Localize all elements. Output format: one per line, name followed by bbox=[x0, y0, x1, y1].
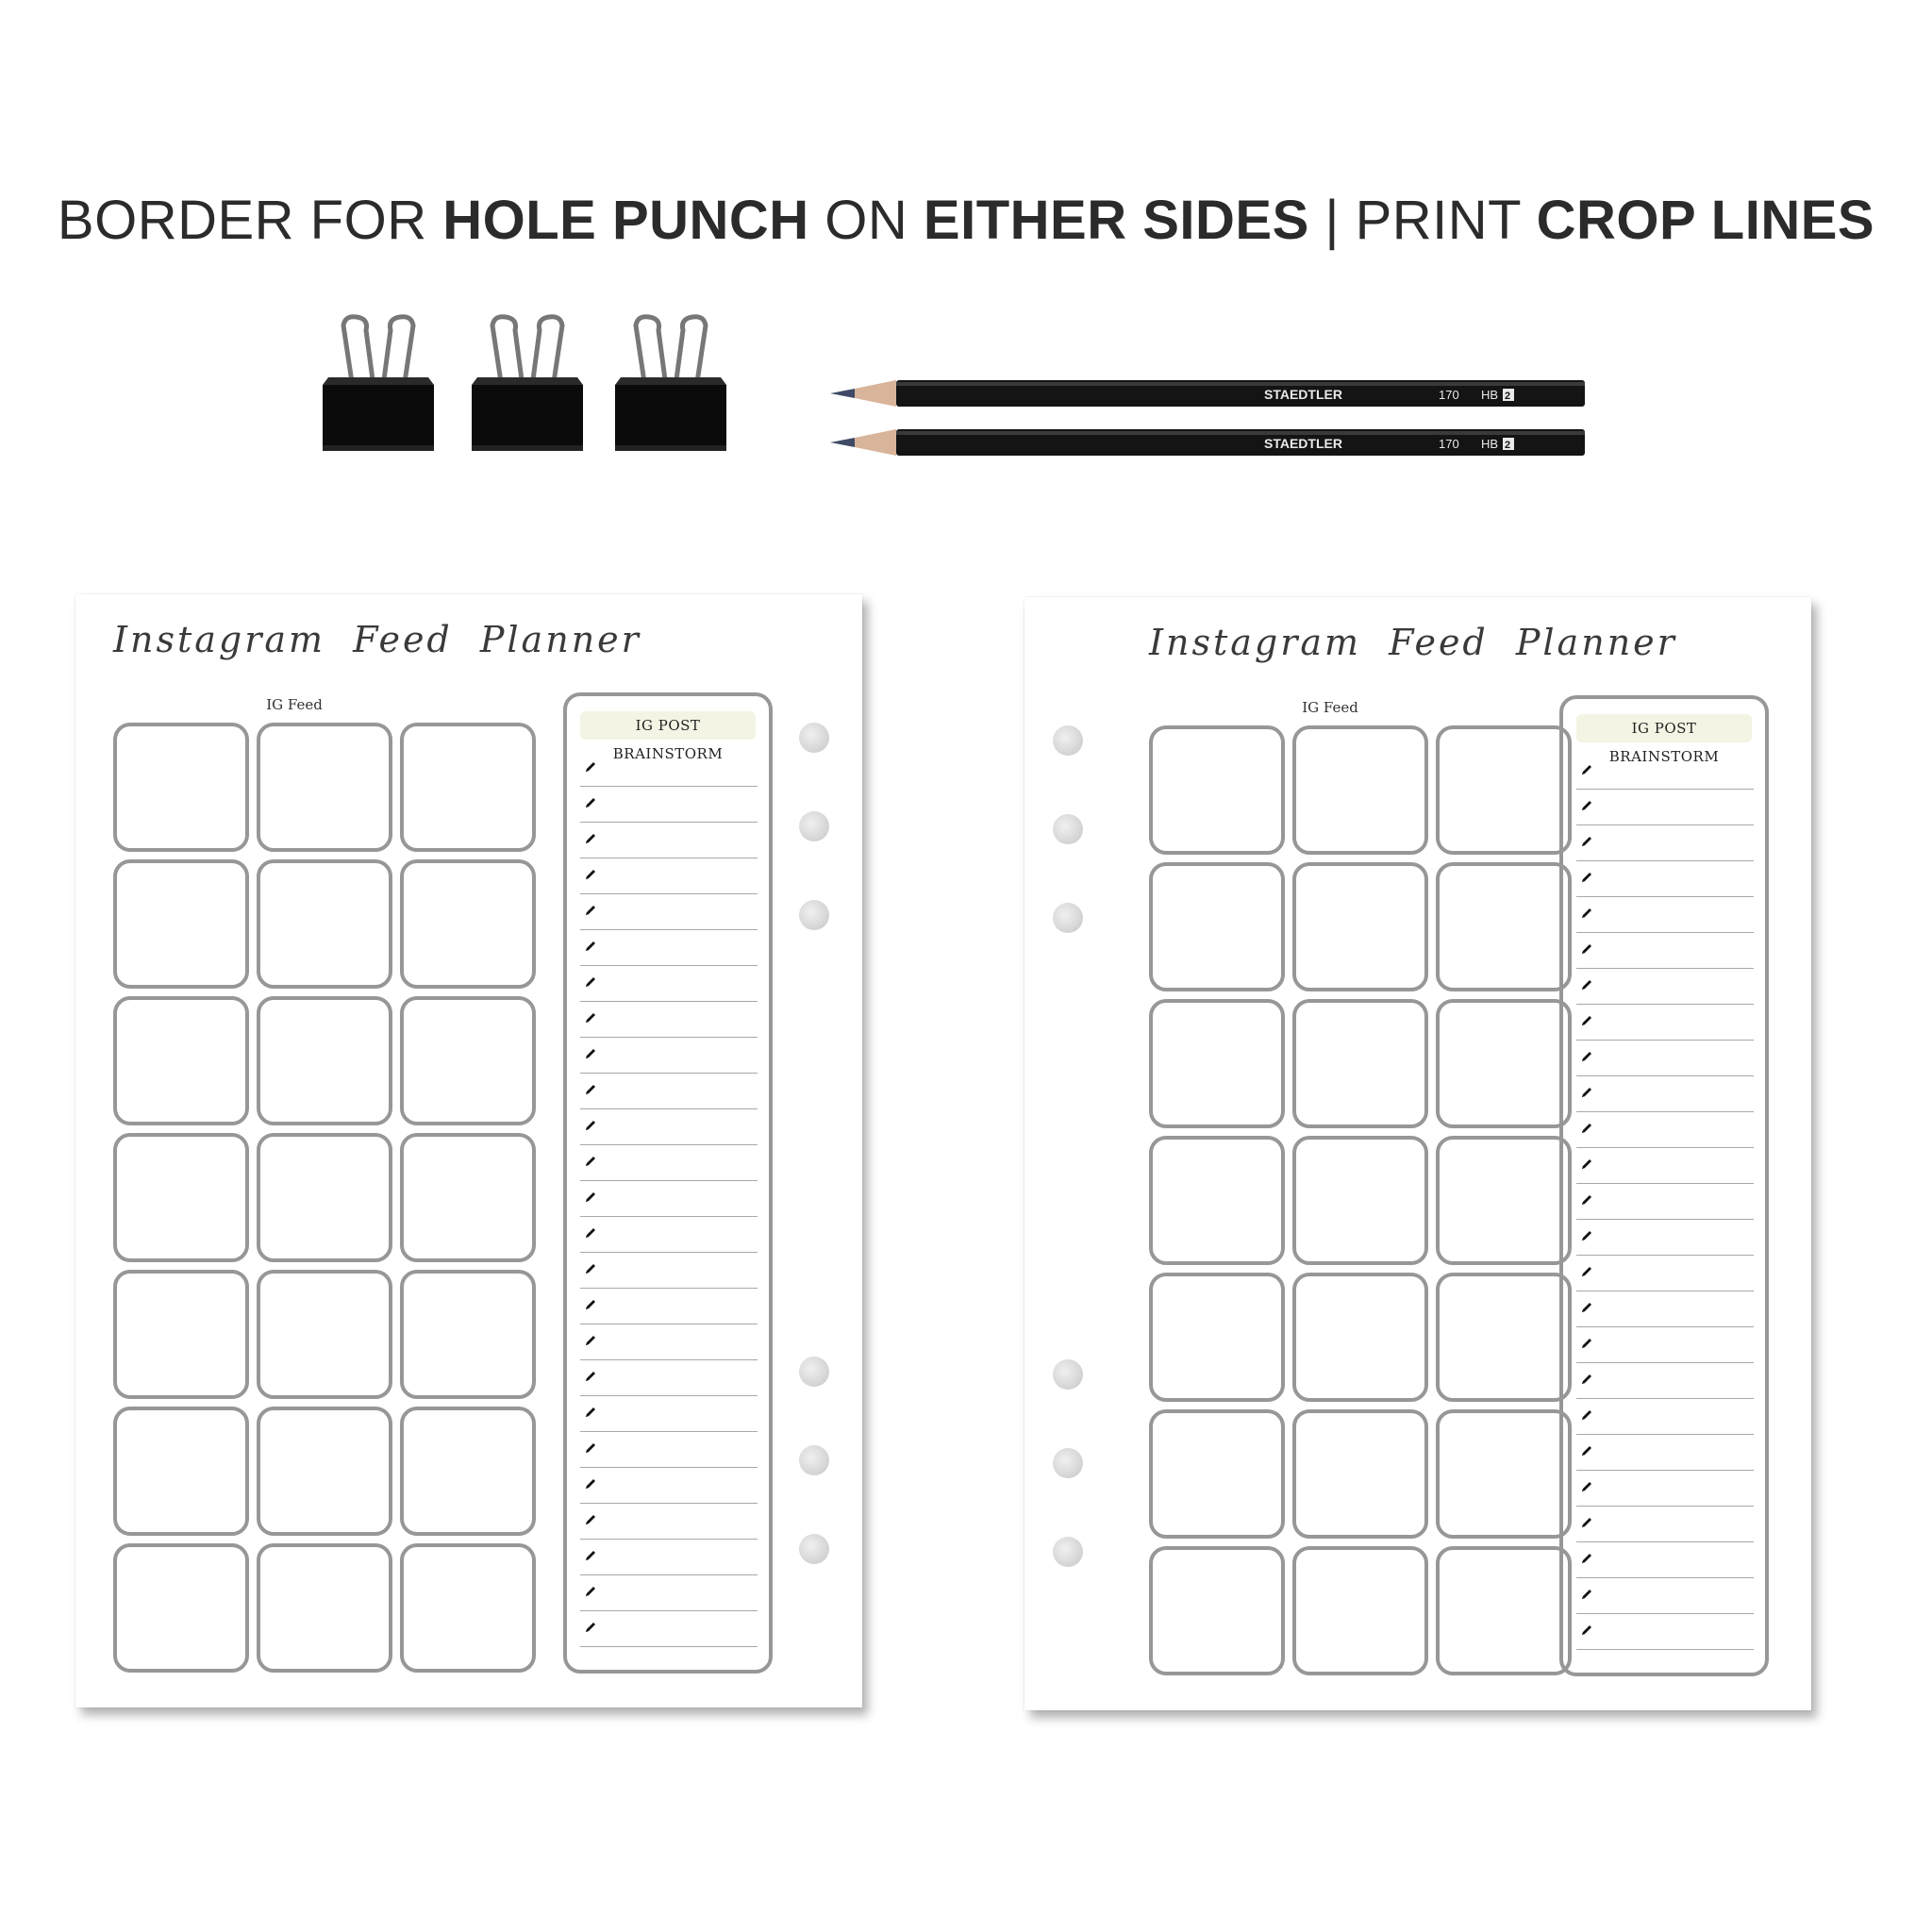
brainstorm-lines bbox=[1576, 754, 1754, 1650]
punch-hole bbox=[1053, 1448, 1083, 1478]
punch-hole bbox=[1053, 903, 1083, 933]
pencil-bullet-icon bbox=[584, 1155, 597, 1168]
brainstorm-line[interactable] bbox=[1576, 1256, 1754, 1291]
sheet-title: Instagram Feed Planner bbox=[113, 619, 641, 660]
feed-post-box[interactable] bbox=[257, 1270, 392, 1399]
pencil-bullet-icon bbox=[584, 1047, 597, 1060]
brainstorm-line[interactable] bbox=[580, 930, 758, 966]
pencil-bullet-icon bbox=[584, 1334, 597, 1347]
brainstorm-line[interactable] bbox=[580, 1038, 758, 1074]
brainstorm-line[interactable] bbox=[580, 823, 758, 858]
pencil-bullet-icon bbox=[1580, 1444, 1593, 1457]
brainstorm-line[interactable] bbox=[580, 787, 758, 823]
pencil-brand: STAEDTLER bbox=[1264, 436, 1342, 451]
punch-hole bbox=[799, 1534, 829, 1564]
brainstorm-line[interactable] bbox=[580, 1253, 758, 1289]
pencil-bullet-icon bbox=[584, 1621, 597, 1634]
pencil-bullet-icon bbox=[1580, 763, 1593, 776]
feed-label: IG Feed bbox=[1302, 699, 1358, 716]
feed-post-box[interactable] bbox=[400, 996, 536, 1125]
feed-post-box[interactable] bbox=[1436, 725, 1572, 855]
feed-post-box[interactable] bbox=[113, 859, 249, 989]
pencil-bullet-icon bbox=[1580, 835, 1593, 848]
brainstorm-line[interactable] bbox=[1576, 825, 1754, 861]
binder-clip-icon bbox=[609, 311, 732, 462]
punch-hole bbox=[799, 1445, 829, 1475]
brainstorm-line[interactable] bbox=[580, 1324, 758, 1360]
brainstorm-title: IG POST BRAINSTORM bbox=[1576, 714, 1752, 742]
brainstorm-line[interactable] bbox=[580, 1611, 758, 1647]
brainstorm-line[interactable] bbox=[1576, 933, 1754, 969]
pencil-bullet-icon bbox=[584, 796, 597, 809]
brainstorm-line[interactable] bbox=[1576, 1076, 1754, 1112]
feed-post-box[interactable] bbox=[1436, 1409, 1572, 1539]
feed-post-box[interactable] bbox=[1436, 1136, 1572, 1265]
brainstorm-line[interactable] bbox=[580, 1575, 758, 1611]
pencil-icon bbox=[830, 426, 1585, 458]
punch-hole bbox=[799, 900, 829, 930]
brainstorm-line[interactable] bbox=[1576, 897, 1754, 933]
pencil-bullet-icon bbox=[1580, 1158, 1593, 1171]
binder-clip-icon bbox=[466, 311, 589, 462]
binder-clip-icon bbox=[317, 311, 440, 462]
feed-post-box[interactable] bbox=[1292, 999, 1428, 1128]
brainstorm-line[interactable] bbox=[580, 966, 758, 1002]
feed-post-box[interactable] bbox=[1149, 862, 1285, 991]
pencil-bullet-icon bbox=[584, 1513, 597, 1526]
brainstorm-line[interactable] bbox=[1576, 1399, 1754, 1435]
headline-part-2: ON bbox=[808, 190, 924, 251]
sheet-title: Instagram Feed Planner bbox=[1149, 622, 1677, 663]
pencil-bullet-icon bbox=[584, 1406, 597, 1419]
feed-post-box[interactable] bbox=[257, 1543, 392, 1673]
pencil-bullet-icon bbox=[1580, 1373, 1593, 1386]
pencil-bullet-icon bbox=[1580, 871, 1593, 884]
brainstorm-line[interactable] bbox=[580, 1002, 758, 1038]
pencil-bullet-icon bbox=[584, 904, 597, 917]
brainstorm-panel bbox=[563, 692, 773, 1674]
headline-bold-hole-punch: HOLE PUNCH bbox=[442, 190, 809, 251]
brainstorm-line[interactable] bbox=[580, 1396, 758, 1432]
feed-post-box[interactable] bbox=[113, 1270, 249, 1399]
brainstorm-line[interactable] bbox=[580, 894, 758, 930]
feed-post-box[interactable] bbox=[257, 723, 392, 852]
brainstorm-line[interactable] bbox=[580, 1145, 758, 1181]
pencil-icon bbox=[830, 377, 1585, 409]
feed-post-box[interactable] bbox=[113, 1133, 249, 1262]
punch-hole bbox=[1053, 814, 1083, 844]
feed-post-box[interactable] bbox=[1292, 1136, 1428, 1265]
pencil-grade-num: 2 bbox=[1505, 391, 1511, 402]
brainstorm-lines bbox=[580, 751, 758, 1647]
feed-post-box[interactable] bbox=[1292, 862, 1428, 991]
brainstorm-line[interactable] bbox=[580, 1217, 758, 1253]
brainstorm-line[interactable] bbox=[1576, 1148, 1754, 1184]
pencil-bullet-icon bbox=[1580, 1193, 1593, 1207]
punch-hole bbox=[799, 723, 829, 753]
pencil-bullet-icon bbox=[1580, 1050, 1593, 1063]
pencil-bullet-icon bbox=[1580, 1014, 1593, 1027]
feed-post-box[interactable] bbox=[1292, 1409, 1428, 1539]
brainstorm-line[interactable] bbox=[580, 1074, 758, 1109]
planner-sheet-right bbox=[1024, 597, 1811, 1710]
brainstorm-line[interactable] bbox=[1576, 1327, 1754, 1363]
brainstorm-line[interactable] bbox=[1576, 754, 1754, 790]
pencil-bullet-icon bbox=[1580, 1086, 1593, 1099]
brainstorm-line[interactable] bbox=[1576, 1184, 1754, 1220]
punch-hole bbox=[799, 811, 829, 841]
pencil-bullet-icon bbox=[1580, 1624, 1593, 1637]
pencil-bullet-icon bbox=[1580, 1337, 1593, 1350]
feed-post-box[interactable] bbox=[113, 1543, 249, 1673]
headline bbox=[0, 189, 1932, 252]
brainstorm-line[interactable] bbox=[1576, 1507, 1754, 1542]
feed-post-box[interactable] bbox=[1436, 1273, 1572, 1402]
feed-grid bbox=[113, 723, 536, 1673]
feed-post-box[interactable] bbox=[1149, 999, 1285, 1128]
pencil-bullet-icon bbox=[1580, 1552, 1593, 1565]
headline-part-1: BORDER FOR bbox=[57, 190, 443, 251]
pencil-bullet-icon bbox=[584, 1083, 597, 1096]
pencil-bullet-icon bbox=[1580, 907, 1593, 920]
feed-post-box[interactable] bbox=[257, 996, 392, 1125]
feed-post-box[interactable] bbox=[1149, 725, 1285, 855]
headline-bold-crop-lines: CROP LINES bbox=[1536, 190, 1875, 251]
pencil-bullet-icon bbox=[584, 940, 597, 953]
pencil-bullet-icon bbox=[584, 1585, 597, 1598]
brainstorm-line[interactable] bbox=[1576, 1363, 1754, 1399]
feed-post-box[interactable] bbox=[1149, 1409, 1285, 1539]
pencil-bullet-icon bbox=[584, 1298, 597, 1311]
punch-hole bbox=[1053, 725, 1083, 756]
feed-post-box[interactable] bbox=[400, 1407, 536, 1536]
brainstorm-line[interactable] bbox=[1576, 1614, 1754, 1650]
feed-post-box[interactable] bbox=[1292, 1546, 1428, 1675]
brainstorm-line[interactable] bbox=[580, 1468, 758, 1504]
brainstorm-title: IG POST BRAINSTORM bbox=[580, 711, 756, 740]
pencil-bullet-icon bbox=[584, 1011, 597, 1024]
pencil-bullet-icon bbox=[584, 1226, 597, 1240]
punch-hole bbox=[799, 1357, 829, 1387]
pencil-model: 170 bbox=[1439, 388, 1459, 402]
feed-post-box[interactable] bbox=[400, 859, 536, 989]
pencil-grade-num: 2 bbox=[1505, 440, 1511, 451]
pencil-bullet-icon bbox=[584, 832, 597, 845]
headline-part-3: | PRINT bbox=[1308, 190, 1537, 251]
brainstorm-panel bbox=[1559, 695, 1769, 1676]
pencil-bullet-icon bbox=[1580, 1122, 1593, 1135]
pencil-bullet-icon bbox=[584, 1119, 597, 1132]
feed-post-box[interactable] bbox=[1149, 1546, 1285, 1675]
feed-post-box[interactable] bbox=[400, 723, 536, 852]
planner-sheet-left bbox=[75, 594, 862, 1707]
pencil-bullet-icon bbox=[1580, 1588, 1593, 1601]
feed-post-box[interactable] bbox=[113, 1407, 249, 1536]
pencil-bullet-icon bbox=[1580, 1408, 1593, 1422]
feed-post-box[interactable] bbox=[1292, 1273, 1428, 1402]
brainstorm-line[interactable] bbox=[1576, 1578, 1754, 1614]
pencil-bullet-icon bbox=[1580, 1516, 1593, 1529]
pencil-bullet-icon bbox=[584, 1191, 597, 1204]
pencil-model: 170 bbox=[1439, 437, 1459, 451]
pencil-bullet-icon bbox=[584, 1441, 597, 1455]
pencil-bullet-icon bbox=[1580, 1301, 1593, 1314]
punch-hole bbox=[1053, 1359, 1083, 1390]
brainstorm-line[interactable] bbox=[580, 858, 758, 894]
pencil-bullet-icon bbox=[1580, 942, 1593, 956]
feed-post-box[interactable] bbox=[257, 1407, 392, 1536]
brainstorm-line[interactable] bbox=[1576, 1471, 1754, 1507]
feed-post-box[interactable] bbox=[257, 1133, 392, 1262]
feed-post-box[interactable] bbox=[1149, 1136, 1285, 1265]
feed-post-box[interactable] bbox=[1149, 1273, 1285, 1402]
feed-post-box[interactable] bbox=[1436, 862, 1572, 991]
feed-post-box[interactable] bbox=[400, 1133, 536, 1262]
brainstorm-line[interactable] bbox=[580, 1181, 758, 1217]
pencil-grade: HB bbox=[1481, 388, 1499, 402]
brainstorm-line[interactable] bbox=[1576, 1005, 1754, 1041]
brainstorm-line[interactable] bbox=[1576, 1542, 1754, 1578]
punch-hole bbox=[1053, 1537, 1083, 1567]
brainstorm-line[interactable] bbox=[1576, 969, 1754, 1005]
pencil-bullet-icon bbox=[1580, 978, 1593, 991]
pencil-bullet-icon bbox=[1580, 1265, 1593, 1278]
brainstorm-line[interactable] bbox=[1576, 1041, 1754, 1076]
pencil-bullet-icon bbox=[584, 868, 597, 881]
brainstorm-line[interactable] bbox=[1576, 861, 1754, 897]
pencil-bullet-icon bbox=[584, 1262, 597, 1275]
pencil-grade: HB bbox=[1481, 437, 1499, 451]
pencil-bullet-icon bbox=[584, 1477, 597, 1491]
pencil-bullet-icon bbox=[1580, 799, 1593, 812]
brainstorm-line[interactable] bbox=[580, 1109, 758, 1145]
brainstorm-line[interactable] bbox=[1576, 1435, 1754, 1471]
feed-post-box[interactable] bbox=[1436, 999, 1572, 1128]
feed-post-box[interactable] bbox=[1436, 1546, 1572, 1675]
pencil-bullet-icon bbox=[584, 760, 597, 774]
pencil-bullet-icon bbox=[584, 1370, 597, 1383]
pencil-bullet-icon bbox=[1580, 1229, 1593, 1242]
pencil-bullet-icon bbox=[584, 1549, 597, 1562]
brainstorm-line[interactable] bbox=[1576, 1112, 1754, 1148]
feed-label: IG Feed bbox=[266, 696, 323, 713]
brainstorm-line[interactable] bbox=[580, 751, 758, 787]
pencil-brand: STAEDTLER bbox=[1264, 387, 1342, 402]
headline-bold-either-sides: EITHER SIDES bbox=[923, 190, 1309, 251]
brainstorm-line[interactable] bbox=[580, 1540, 758, 1575]
pencil-bullet-icon bbox=[584, 975, 597, 989]
brainstorm-line[interactable] bbox=[1576, 1291, 1754, 1327]
feed-post-box[interactable] bbox=[400, 1543, 536, 1673]
feed-grid bbox=[1149, 725, 1572, 1675]
feed-post-box[interactable] bbox=[257, 859, 392, 989]
brainstorm-line[interactable] bbox=[580, 1289, 758, 1324]
feed-post-box[interactable] bbox=[113, 723, 249, 852]
brainstorm-line[interactable] bbox=[580, 1360, 758, 1396]
pencil-bullet-icon bbox=[1580, 1480, 1593, 1493]
brainstorm-line[interactable] bbox=[580, 1504, 758, 1540]
feed-post-box[interactable] bbox=[113, 996, 249, 1125]
brainstorm-line[interactable] bbox=[580, 1432, 758, 1468]
feed-post-box[interactable] bbox=[1292, 725, 1428, 855]
feed-post-box[interactable] bbox=[400, 1270, 536, 1399]
brainstorm-line[interactable] bbox=[1576, 1220, 1754, 1256]
brainstorm-line[interactable] bbox=[1576, 790, 1754, 825]
